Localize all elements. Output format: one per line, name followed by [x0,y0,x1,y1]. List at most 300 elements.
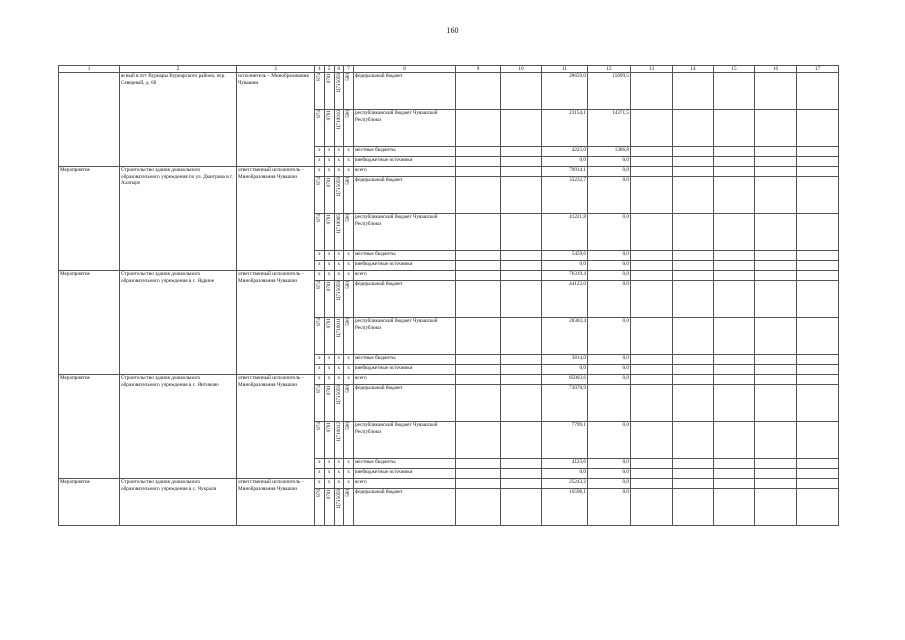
value-col-11: 0,0 [542,469,588,479]
value-col-11: 23154,1 [542,110,588,147]
code-c4 [315,385,325,422]
col-15-cell [714,177,755,214]
funding-source-cell: внебюджетные источники [354,365,456,375]
col-17-cell [797,177,839,214]
code-c5-text: 0701 [325,318,332,329]
code-c6-text: Ц715059 [335,281,342,301]
code-c6-text: Ц710005 [335,214,342,234]
col-14-cell [673,365,714,375]
col-14-cell [673,375,714,385]
col-15-cell [714,375,755,385]
value-col-11: 33232,7 [542,177,588,214]
col-13-cell [631,365,673,375]
code-c7 [344,214,354,251]
measure-name-cell: Строительство здания дошкольного образовательного учреждения в с. Чукраля [120,479,237,526]
col-10-cell [501,479,542,489]
col-9-cell [456,214,501,251]
col-16-cell [755,214,797,251]
code-c5-text: 0701 [325,385,332,396]
col-9-cell [456,281,501,318]
measure-name-cell: ясный в пгт Вурнары Вурнарского районa, пер. Северный, д. 6б [120,73,237,167]
col-13-cell [631,318,673,355]
funding-source-cell: федеральный бюджет [354,177,456,214]
code-c7: x [344,365,354,375]
code-c5 [324,422,334,459]
col-13-cell [631,479,673,489]
code-c5-text: 0701 [325,110,332,121]
col-16-cell [755,355,797,365]
value-col-11: 79914,1 [542,167,588,177]
col-10-cell [501,469,542,479]
funding-source-cell: местные бюджеты [354,355,456,365]
value-col-11: 41221,8 [542,214,588,251]
value-col-11: 16598,1 [542,489,588,526]
code-c4: x [315,157,325,167]
code-c5 [324,110,334,147]
col-10-cell [501,459,542,469]
col-13-cell [631,110,673,147]
col-13-cell [631,469,673,479]
executor-cell: ответственный исполнитель – Минобразования Чувашии [237,375,315,479]
col-10-cell [501,167,542,177]
value-col-11: 7799,1 [542,422,588,459]
code-c6: x [334,167,344,177]
col-16-cell [755,365,797,375]
value-col-12: 15699,5 [588,73,631,110]
col-13-cell [631,271,673,281]
col-14-cell [673,73,714,110]
code-c5 [324,489,334,526]
col-13-cell [631,422,673,459]
code-c6-text: Ц715059 [335,177,342,197]
header-cell: 9 [456,66,501,73]
code-c5 [324,281,334,318]
code-c5-text: 0701 [325,489,332,500]
col-10-cell [501,355,542,365]
col-9-cell [456,177,501,214]
col-17-cell [797,167,839,177]
col-10-cell [501,422,542,459]
col-9-cell [456,385,501,422]
code-c6 [334,214,344,251]
code-c7-text: 500 [345,281,352,289]
code-c6: x [334,251,344,261]
code-c5: x [324,261,334,271]
table-row [59,73,839,110]
code-c5: x [324,469,334,479]
value-col-12 [588,385,631,422]
code-c4-text: 874 [316,73,322,81]
value-col-12: 0,0 [588,251,631,261]
measure-name-cell: Строительство здания дошкольного образовательного учреждения в с. Янтиково [120,375,237,479]
col-10-cell [501,147,542,157]
col-17-cell [797,271,839,281]
code-c4: x [315,167,325,177]
code-c5 [324,214,334,251]
col-10-cell [501,261,542,271]
col-17-cell [797,318,839,355]
value-col-12: 0,0 [588,157,631,167]
funding-source-cell: внебюджетные источники [354,469,456,479]
funding-source-cell: местные бюджеты [354,251,456,261]
col-9-cell [456,318,501,355]
code-c4 [315,214,325,251]
code-c4-text: 874 [316,422,322,430]
code-c7: x [344,261,354,271]
col-15-cell [714,110,755,147]
code-c7: x [344,469,354,479]
col-13-cell [631,167,673,177]
header-cell: 14 [673,66,714,73]
col-9-cell [456,375,501,385]
code-c4: x [315,365,325,375]
col-13-cell [631,281,673,318]
funding-source-cell: местные бюджеты [354,147,456,157]
code-c5: x [324,355,334,365]
code-c7-text: 500 [345,385,352,393]
code-c7 [344,177,354,214]
col-17-cell [797,355,839,365]
code-c7-text: 500 [345,489,352,497]
col-16-cell [755,73,797,110]
value-col-12: 0,0 [588,355,631,365]
code-c7: x [344,355,354,365]
code-c7-text: 500 [345,214,352,222]
code-c4 [315,281,325,318]
code-c4: x [315,375,325,385]
measure-type-cell: Мероприятие [59,479,120,526]
code-c7: x [344,459,354,469]
code-c7 [344,489,354,526]
value-col-11: 28659,0 [542,73,588,110]
col-16-cell [755,469,797,479]
code-c4: x [315,261,325,271]
col-9-cell [456,157,501,167]
value-col-12: 0,0 [588,167,631,177]
code-c4 [315,73,325,110]
header-cell: 13 [631,66,673,73]
header-cell: 5 [324,66,334,73]
col-15-cell [714,214,755,251]
funding-source-cell: федеральный бюджет [354,73,456,110]
col-14-cell [673,157,714,167]
code-c6: x [334,459,344,469]
code-c6: x [334,271,344,281]
code-c4 [315,422,325,459]
code-c4 [315,318,325,355]
code-c7-text: 500 [345,422,352,430]
code-c4-text: 874 [316,110,322,118]
funding-source-cell: всего [354,167,456,177]
col-9-cell [456,469,501,479]
code-c7: x [344,157,354,167]
funding-source-cell: внебюджетные источники [354,157,456,167]
header-cell: 1 [59,66,120,73]
col-9-cell [456,73,501,110]
funding-source-cell: республиканский бюджет Чувашской Республики [354,422,456,459]
funding-source-cell: федеральный бюджет [354,489,456,526]
col-10-cell [501,214,542,251]
value-col-11: 73078,9 [542,385,588,422]
value-col-12: 0,0 [588,469,631,479]
code-c6: x [334,479,344,489]
header-cell: 10 [501,66,542,73]
code-c6: x [334,261,344,271]
code-c5-text: 0701 [325,177,332,188]
col-15-cell [714,167,755,177]
col-16-cell [755,271,797,281]
value-col-11: 0,0 [542,157,588,167]
code-c7 [344,318,354,355]
code-c6 [334,110,344,147]
col-16-cell [755,147,797,157]
code-c7 [344,385,354,422]
value-col-12: 0,0 [588,318,631,355]
budget-table [58,65,839,526]
col-15-cell [714,489,755,526]
col-15-cell [714,271,755,281]
code-c4-text: 874 [316,281,322,289]
value-col-11: 44122,0 [542,281,588,318]
col-15-cell [714,147,755,157]
code-c6: x [334,157,344,167]
col-16-cell [755,459,797,469]
value-col-11: 76319,4 [542,271,588,281]
code-c6: x [334,147,344,157]
code-c6 [334,281,344,318]
code-c4: x [315,355,325,365]
col-13-cell [631,147,673,157]
value-col-11: 5459,6 [542,251,588,261]
funding-source-cell: республиканский бюджет Чувашской Республики [354,318,456,355]
code-c7-text: 500 [345,73,352,81]
funding-source-cell: внебюджетные источники [354,261,456,271]
col-17-cell [797,281,839,318]
code-c5-text: 0701 [325,422,332,433]
value-col-11: 25243,2 [542,479,588,489]
value-col-12: 0,0 [588,214,631,251]
col-14-cell [673,167,714,177]
col-9-cell [456,147,501,157]
header-cell: 17 [797,66,839,73]
col-13-cell [631,459,673,469]
code-c5 [324,177,334,214]
funding-source-cell: всего [354,479,456,489]
code-c7: x [344,479,354,489]
col-17-cell [797,469,839,479]
funding-source-cell: федеральный бюджет [354,385,456,422]
col-14-cell [673,281,714,318]
col-16-cell [755,489,797,526]
value-col-11: 28383,4 [542,318,588,355]
table-row [59,167,839,177]
col-16-cell [755,375,797,385]
measure-type-cell [59,73,120,167]
code-c4: x [315,147,325,157]
col-9-cell [456,110,501,147]
col-14-cell [673,422,714,459]
col-9-cell [456,251,501,261]
header-cell: 16 [755,66,797,73]
col-15-cell [714,73,755,110]
code-c5 [324,318,334,355]
code-c6 [334,318,344,355]
code-c7 [344,73,354,110]
table-row [59,375,839,385]
value-col-11: 85003,6 [542,375,588,385]
col-10-cell [501,385,542,422]
code-c4 [315,110,325,147]
code-c4: x [315,251,325,261]
col-15-cell [714,479,755,489]
funding-source-cell: местные бюджеты [354,459,456,469]
col-13-cell [631,261,673,271]
value-col-12: 0,0 [588,177,631,214]
col-14-cell [673,251,714,261]
col-9-cell [456,422,501,459]
col-14-cell [673,318,714,355]
code-c6-text: Ц715059 [335,385,342,405]
header-cell: 6 [334,66,344,73]
col-10-cell [501,281,542,318]
code-c7 [344,281,354,318]
col-16-cell [755,318,797,355]
code-c6-text: Ц715059 [335,73,342,93]
value-col-11: 0,0 [542,261,588,271]
col-9-cell [456,365,501,375]
col-13-cell [631,251,673,261]
value-col-12: 0,0 [588,375,631,385]
col-17-cell [797,157,839,167]
code-c5 [324,73,334,110]
code-c6: x [334,469,344,479]
col-9-cell [456,355,501,365]
col-17-cell [797,489,839,526]
code-c6 [334,385,344,422]
value-col-12: 0,0 [588,271,631,281]
measure-type-cell: Мероприятие [59,167,120,271]
col-17-cell [797,365,839,375]
col-10-cell [501,177,542,214]
col-10-cell [501,318,542,355]
col-15-cell [714,281,755,318]
code-c7: x [344,271,354,281]
value-col-12: 0,0 [588,365,631,375]
value-col-12: 0,0 [588,459,631,469]
value-col-11: 0,0 [542,365,588,375]
col-9-cell [456,459,501,469]
col-9-cell [456,489,501,526]
col-16-cell [755,251,797,261]
header-cell: 3 [237,66,315,73]
col-14-cell [673,385,714,422]
col-13-cell [631,73,673,110]
code-c4-text: 874 [316,214,322,222]
code-c4-text: 874 [316,177,322,185]
col-13-cell [631,355,673,365]
code-c7-text: 500 [345,177,352,185]
header-cell: 8 [354,66,456,73]
col-17-cell [797,147,839,157]
col-17-cell [797,214,839,251]
col-17-cell [797,375,839,385]
value-col-12: 0,0 [588,479,631,489]
code-c7: x [344,375,354,385]
col-9-cell [456,271,501,281]
code-c4 [315,489,325,526]
code-c4: x [315,469,325,479]
code-c7: x [344,147,354,157]
col-13-cell [631,214,673,251]
code-c4: x [315,479,325,489]
header-row [59,66,839,73]
value-col-11: 4125,6 [542,459,588,469]
measure-name-cell: Строительство здания дошкольного образовательного учреждения по ул. Дмитрова в г. Алатыре [120,167,237,271]
col-16-cell [755,479,797,489]
col-14-cell [673,147,714,157]
header-cell: 2 [120,66,237,73]
code-c6 [334,73,344,110]
table-row [59,479,839,489]
col-15-cell [714,318,755,355]
code-c5-text: 0701 [325,281,332,292]
col-17-cell [797,385,839,422]
col-10-cell [501,271,542,281]
code-c5: x [324,365,334,375]
col-17-cell [797,479,839,489]
table-row [59,271,839,281]
funding-source-cell: всего [354,271,456,281]
col-13-cell [631,177,673,214]
funding-source-cell: федеральный бюджет [354,281,456,318]
code-c4 [315,177,325,214]
value-col-12: 1366,8 [588,147,631,157]
col-17-cell [797,459,839,469]
col-17-cell [797,73,839,110]
col-15-cell [714,459,755,469]
code-c7 [344,422,354,459]
col-15-cell [714,261,755,271]
col-14-cell [673,261,714,271]
measure-name-cell: Строительство здания дошкольного образовательного учреждения в с. Ядрине [120,271,237,375]
col-10-cell [501,365,542,375]
code-c5-text: 0701 [325,214,332,225]
code-c4: x [315,271,325,281]
col-14-cell [673,177,714,214]
code-c5: x [324,479,334,489]
col-14-cell [673,469,714,479]
header-cell: 7 [344,66,354,73]
col-16-cell [755,110,797,147]
col-15-cell [714,157,755,167]
col-9-cell [456,479,501,489]
code-c6: x [334,355,344,365]
col-16-cell [755,177,797,214]
code-c4: x [315,459,325,469]
col-9-cell [456,261,501,271]
code-c4-text: 874 [316,318,322,326]
col-15-cell [714,251,755,261]
code-c5: x [324,251,334,261]
col-14-cell [673,459,714,469]
code-c5 [324,385,334,422]
col-16-cell [755,167,797,177]
code-c6: x [334,375,344,385]
col-14-cell [673,479,714,489]
header-cell: 11 [542,66,588,73]
value-col-12: 0,0 [588,422,631,459]
code-c7: x [344,251,354,261]
